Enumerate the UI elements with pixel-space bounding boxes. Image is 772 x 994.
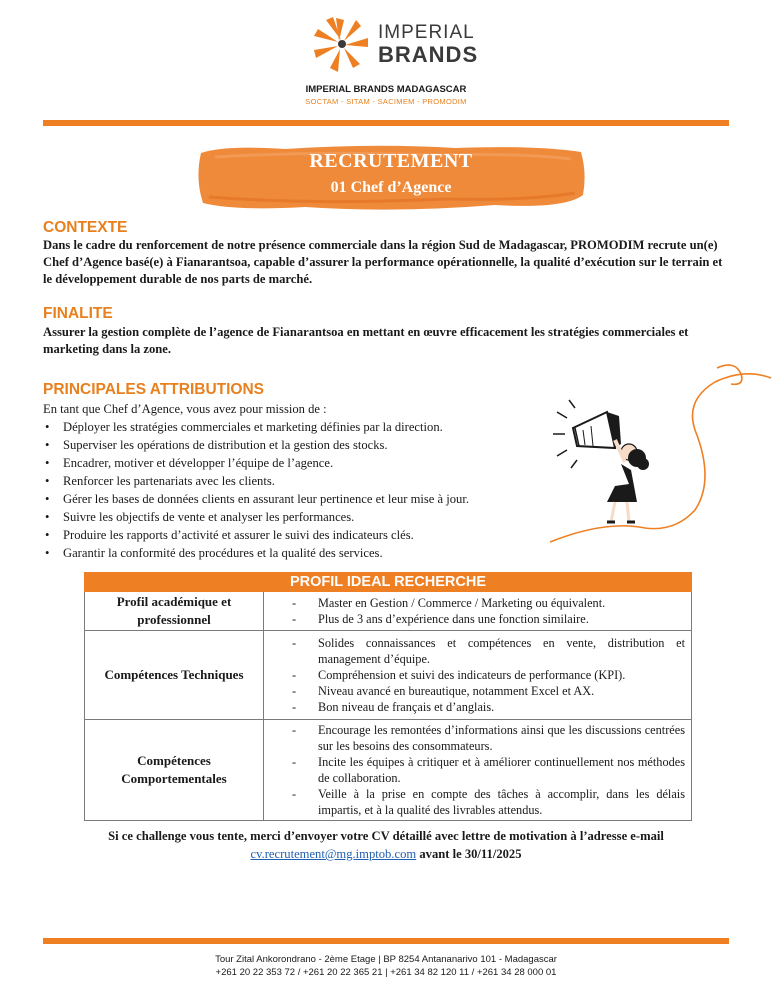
list-item: - Bon niveau de français et d’anglais.	[264, 699, 685, 715]
company-name: IMPERIAL BRANDS MADAGASCAR	[305, 84, 467, 95]
profile-table-heading: PROFIL IDEAL RECHERCHE	[85, 573, 692, 592]
list-item: • Garantir la conformité des procédures et la qualité des services.	[43, 544, 573, 562]
profile-table	[84, 572, 692, 821]
closing-contact	[0, 847, 772, 862]
banner-title: RECRUTEMENT	[309, 150, 473, 172]
contexte-heading: CONTEXTE	[43, 219, 128, 236]
list-item: • Produire les rapports d’activité et assurer le suivi des indicateurs clés.	[43, 526, 573, 544]
brand-name-line2: BRANDS	[378, 42, 479, 67]
email-link[interactable]: cv.recrutement@mg.imptob.com	[250, 847, 417, 861]
megaphone-woman-illustration-icon	[545, 360, 772, 550]
banner-subtitle: 01 Chef d’Agence	[330, 179, 452, 196]
closing-text: Si ce challenge vous tente, merci d’envoyer votre CV détaillé avec lettre de motivation à l’adresse e-mail	[108, 829, 664, 843]
attributions-intro: En tant que Chef d’Agence, vous avez pour mission de :	[43, 402, 327, 416]
top-divider	[43, 120, 729, 126]
list-item: - Encourage les remontées d’informations ainsi que les discussions centrées sur les besoins des consommateurs.	[264, 722, 685, 754]
list-item: - Compréhension et suivi des indicateurs de performance (KPI).	[264, 667, 685, 683]
row-values	[264, 592, 692, 631]
finalite-heading: FINALITE	[43, 305, 113, 322]
list-item: • Gérer les bases de données clients en assurant leur pertinence et leur mise à jour.	[43, 490, 573, 508]
table-row	[85, 720, 692, 821]
list-item: • Suivre les objectifs de vente et analyser les performances.	[43, 508, 573, 526]
imperial-brands-logo-icon	[300, 14, 370, 74]
attributions-list	[43, 418, 573, 562]
contexte-text: Dans le cadre du renforcement de notre présence commerciale dans la région Sud de Madagascar, PROMODIM recrute un(e) Chef d’Agence basé(e) à Fianarantsoa, capable d’assurer la performance opérationnelle, la qualité d’exécution sur le terrain et le développement durable de nos parts de marché.	[43, 238, 723, 286]
subsidiaries-line: SOCTAM - SITAM - SACIMEM - PROMODIM	[305, 97, 467, 106]
footer-address: Tour Zital Ankorondrano - 2ème Etage | BP 8254 Antananarivo 101 - Madagascar	[215, 954, 557, 965]
row-values	[264, 720, 692, 821]
list-item: - Veille à la prise en compte des tâches à accomplir, dans les délais impartis, et à la qualité des livrables attendus.	[264, 786, 685, 818]
finalite-text: Assurer la gestion complète de l’agence de Fianarantsoa en mettant en œuvre efficacement les stratégies commerciales et marketing dans la zone.	[43, 325, 689, 356]
table-row	[85, 592, 692, 631]
row-label: Compétences Techniques	[85, 631, 264, 720]
list-item: - Plus de 3 ans d’expérience dans une fonction similaire.	[264, 611, 685, 627]
list-item: - Niveau avancé en bureautique, notamment Excel et AX.	[264, 683, 685, 699]
list-item: - Incite les équipes à critiquer et à améliorer continuellement nos méthodes de collaboration.	[264, 754, 685, 786]
deadline-text: avant le 30/11/2025	[416, 847, 522, 861]
row-values	[264, 631, 692, 720]
list-item: - Solides connaissances et compétences en vente, distribution et management d’équipe.	[264, 635, 685, 667]
table-row	[85, 631, 692, 720]
list-item: • Renforcer les partenariats avec les clients.	[43, 472, 573, 490]
row-label: Compétences Comportementales	[85, 720, 264, 821]
footer-phones: +261 20 22 353 72 / +261 20 22 365 21 | +261 34 82 120 11 / +261 34 28 000 01	[215, 967, 557, 978]
list-item: • Encadrer, motiver et développer l’équipe de l’agence.	[43, 454, 573, 472]
bottom-divider	[43, 938, 729, 944]
list-item: • Superviser les opérations de distribution et la gestion des stocks.	[43, 436, 573, 454]
list-item: • Déployer les stratégies commerciales et marketing définies par la direction.	[43, 418, 573, 436]
list-item: - Master en Gestion / Commerce / Marketing ou équivalent.	[264, 595, 685, 611]
row-label: Profil académique et professionnel	[85, 592, 264, 631]
attributions-heading: PRINCIPALES ATTRIBUTIONS	[43, 381, 265, 398]
brand-name-line1: IMPERIAL	[378, 22, 475, 43]
